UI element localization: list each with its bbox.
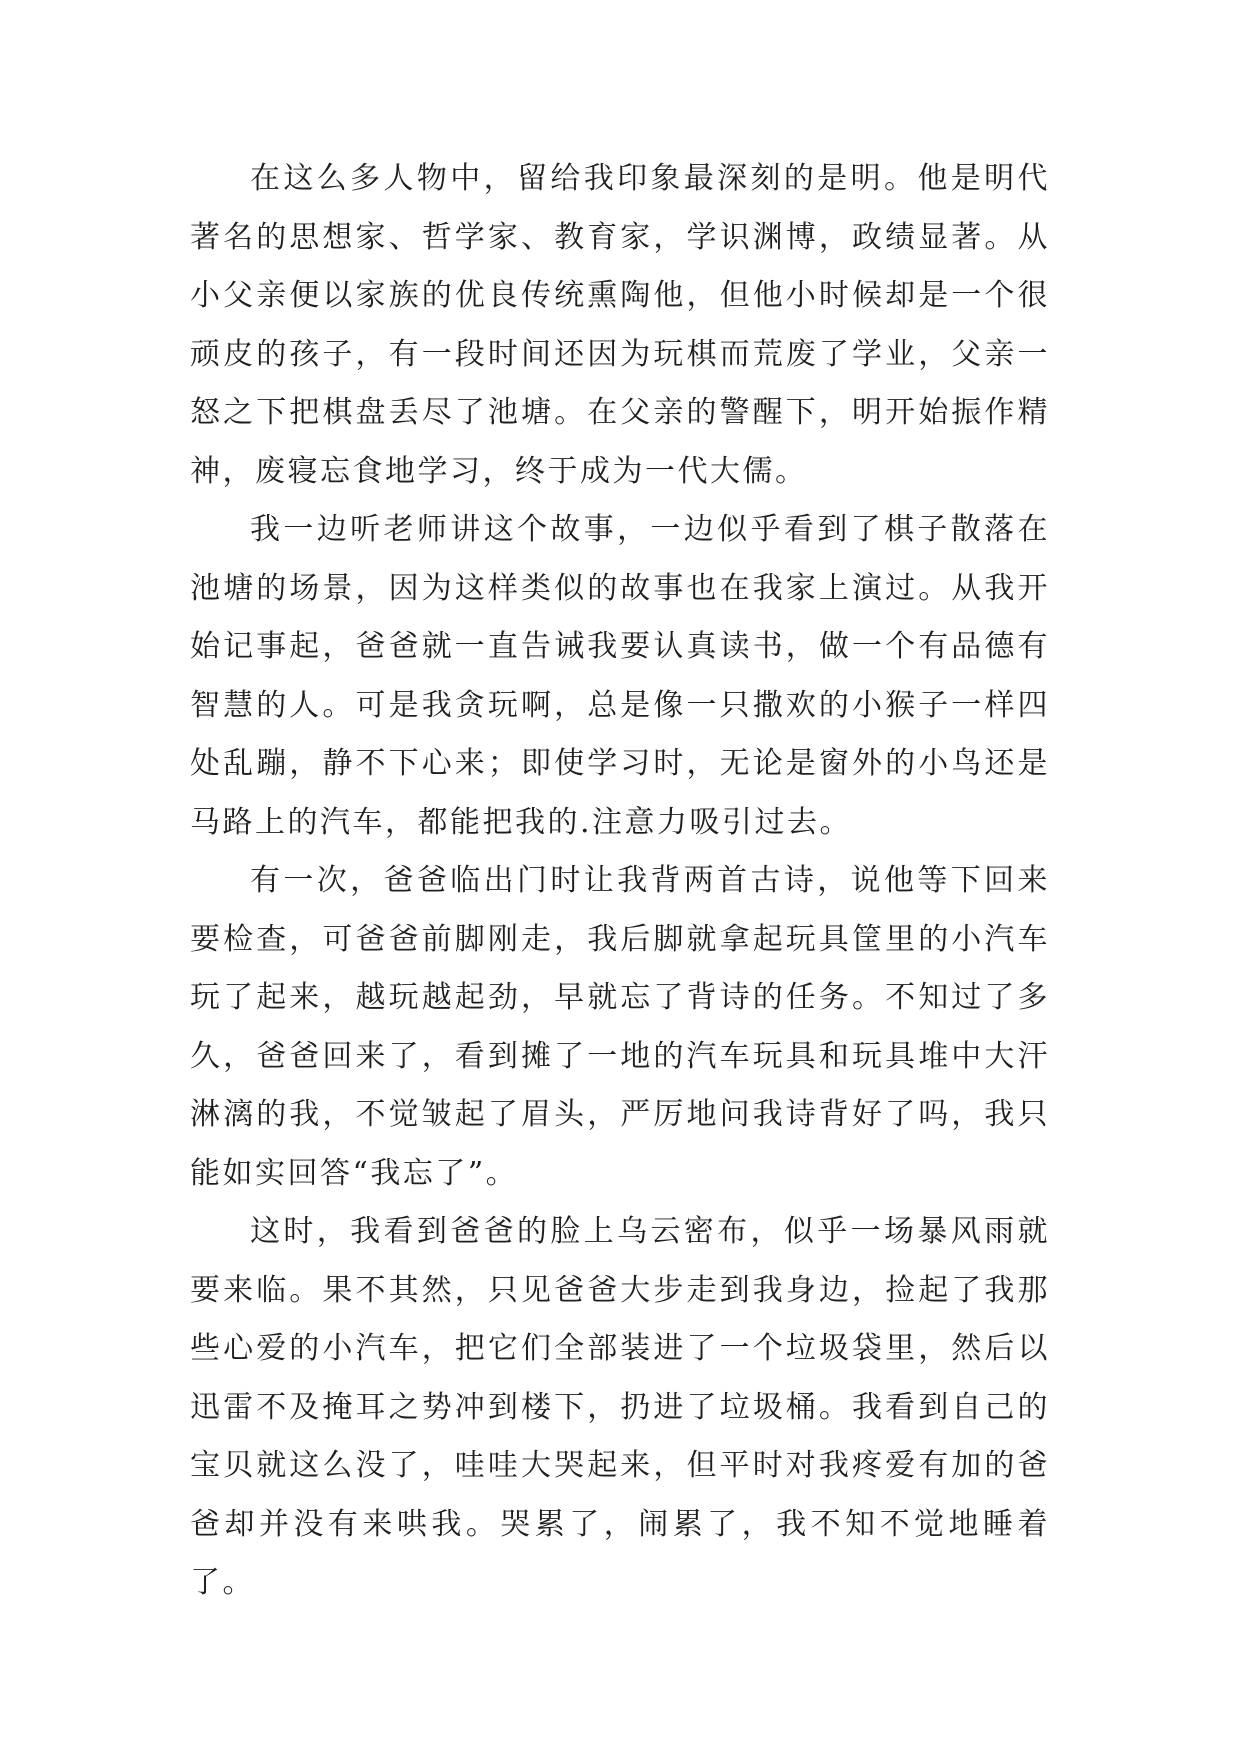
document-body bbox=[190, 150, 1050, 1613]
paragraph-2: 我一边听老师讲这个故事，一边似乎看到了棋子散落在池塘的场景，因为这样类似的故事也在我家上演过。从我开始记事起，爸爸就一直告诫我要认真读书，做一个有品德有智慧的人。可是我贪玩啊，总是像一只撒欢的小猴子一样四处乱蹦，静不下心来；即使学习时，无论是窗外的小鸟还是马路上的汽车，都能把我的.注意力吸引过去。 bbox=[190, 512, 1050, 840]
paragraph-4: 这时，我看到爸爸的脸上乌云密布，似乎一场暴风雨就要来临。果不其然，只见爸爸大步走到我身边，捡起了我那些心爱的小汽车，把它们全部装进了一个垃圾袋里，然后以迅雷不及掩耳之势冲到楼下，扔进了垃圾桶。我看到自己的宝贝就这么没了，哇哇大哭起来，但平时对我疼爱有加的爸爸却并没有来哄我。哭累了，闹累了，我不知不觉地睡着了。 bbox=[190, 1214, 1050, 1600]
paragraph-3: 有一次，爸爸临出门时让我背两首古诗，说他等下回来要检查，可爸爸前脚刚走，我后脚就拿起玩具筐里的小汽车玩了起来，越玩越起劲，早就忘了背诗的任务。不知过了多久，爸爸回来了，看到摊了一地的汽车玩具和玩具堆中大汗淋漓的我，不觉皱起了眉头，严厉地问我诗背好了吗，我只能如实回答“我忘了”。 bbox=[190, 863, 1050, 1191]
paragraph-1: 在这么多人物中，留给我印象最深刻的是明。他是明代著名的思想家、哲学家、教育家，学识渊博，政绩显著。从小父亲便以家族的优良传统熏陶他，但他小时候却是一个很顽皮的孩子，有一段时间还因为玩棋而荒废了学业，父亲一怒之下把棋盘丢尽了池塘。在父亲的警醒下，明开始振作精神，废寝忘食地学习，终于成为一代大儒。 bbox=[190, 161, 1050, 489]
